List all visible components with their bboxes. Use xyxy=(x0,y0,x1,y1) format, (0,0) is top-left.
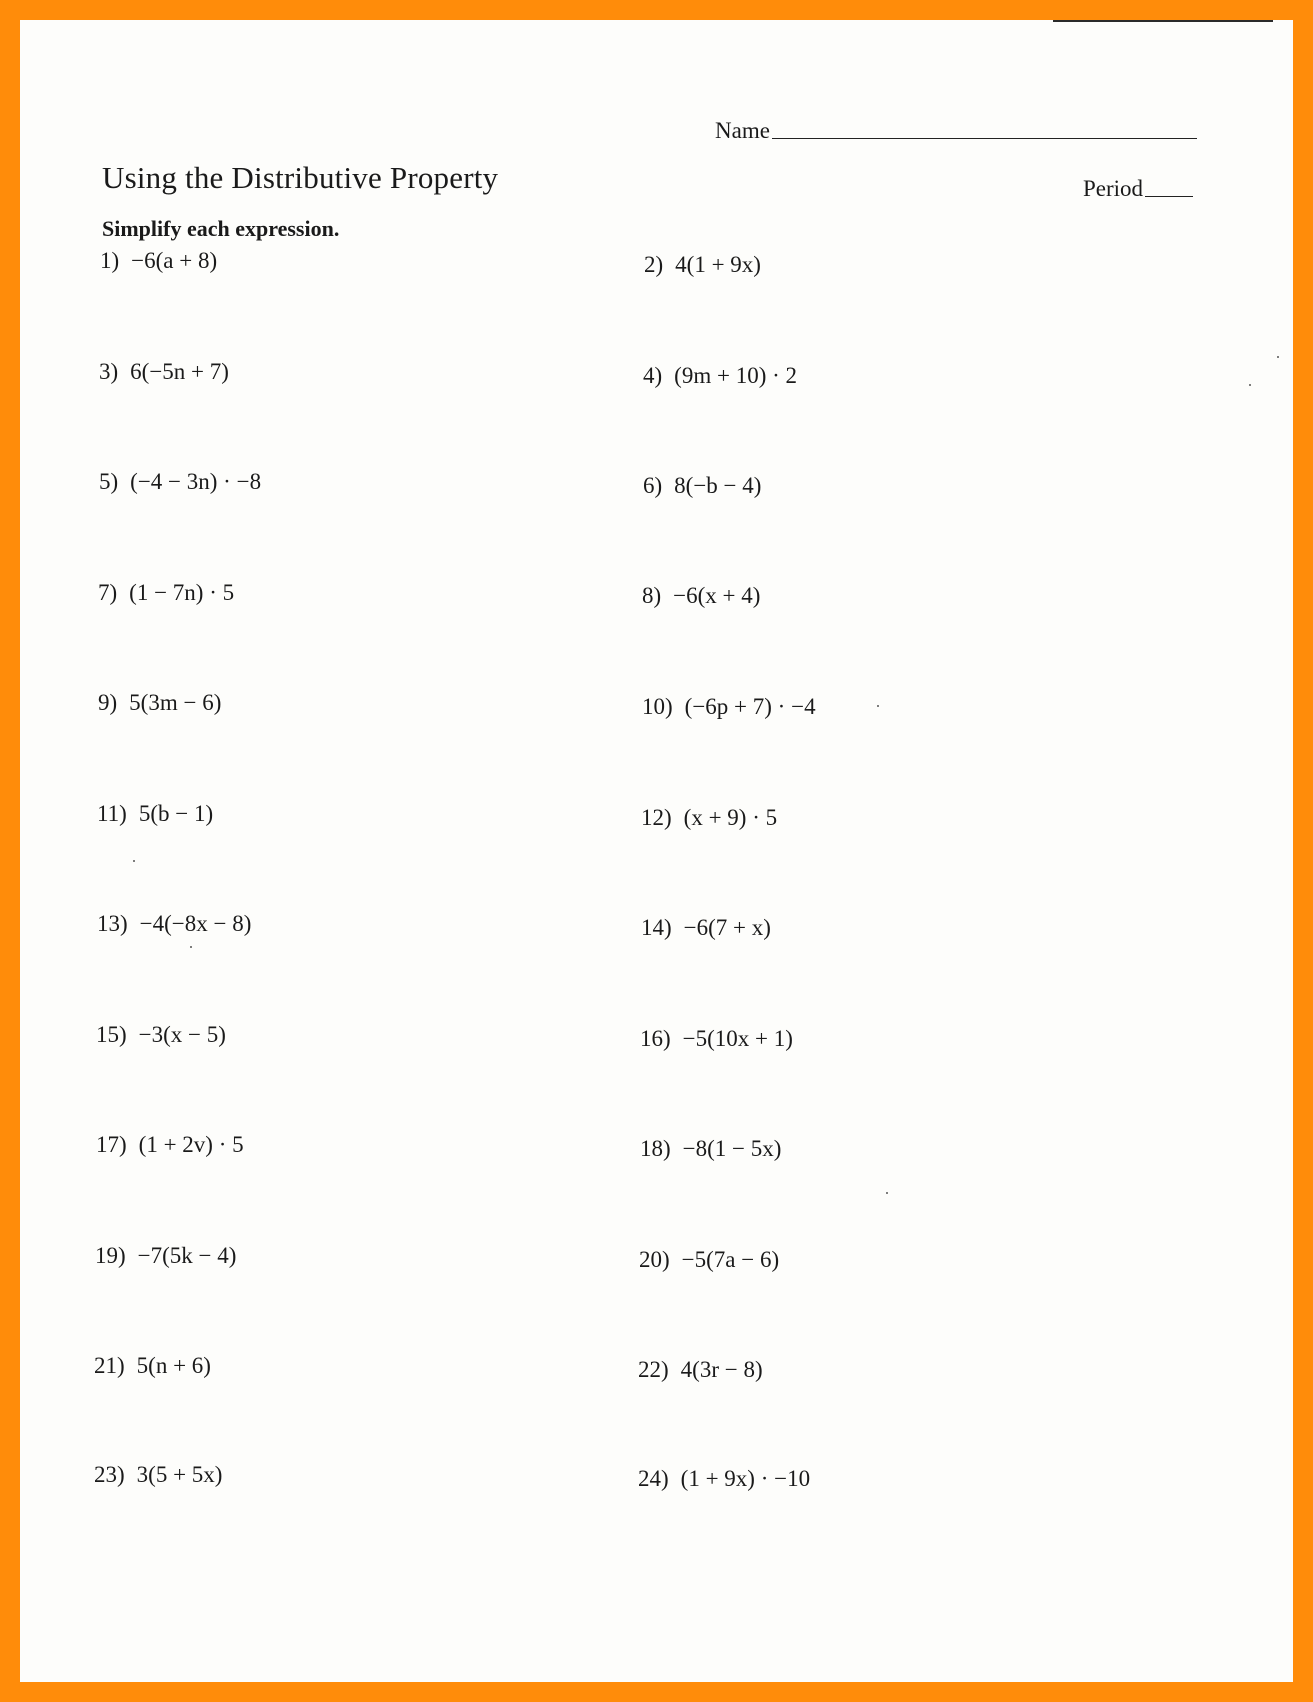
problem-item xyxy=(97,801,213,827)
problem-expression: 4(3r − 8) xyxy=(680,1357,763,1382)
problem-item xyxy=(99,359,229,385)
problem-expression: (1 − 7n) · 5 xyxy=(129,580,235,605)
problem-number: 24) xyxy=(638,1466,669,1491)
problem-item xyxy=(98,690,221,716)
problem-list xyxy=(20,20,1293,1682)
problem-expression: (1 + 2v) · 5 xyxy=(138,1132,244,1157)
problem-expression: −5(10x + 1) xyxy=(682,1026,793,1051)
problem-expression: (1 + 9x) · −10 xyxy=(680,1466,811,1491)
worksheet-page xyxy=(20,20,1293,1682)
problem-number: 17) xyxy=(96,1132,127,1157)
problem-item xyxy=(98,580,234,606)
problem-expression: −8(1 − 5x) xyxy=(682,1136,782,1161)
worksheet-title: Using the Distributive Property xyxy=(102,160,499,195)
problem-item xyxy=(640,1136,781,1162)
scan-speck xyxy=(886,1192,888,1194)
problem-number: 6) xyxy=(643,473,663,498)
problem-item xyxy=(96,1132,244,1158)
problem-expression: (x + 9) · 5 xyxy=(683,805,778,830)
scan-speck xyxy=(1249,384,1251,386)
problem-expression: (9m + 10) · 2 xyxy=(674,363,798,388)
problem-expression: (−4 − 3n) · −8 xyxy=(130,469,262,494)
problem-number: 12) xyxy=(641,805,672,830)
name-label: Name xyxy=(715,118,770,143)
problem-expression: −6(x + 4) xyxy=(673,583,761,608)
problem-expression: −7(5k − 4) xyxy=(137,1243,237,1268)
problem-item xyxy=(97,911,251,937)
problem-expression: 5(n + 6) xyxy=(136,1353,211,1378)
problem-number: 13) xyxy=(97,911,128,936)
problem-expression: −5(7a − 6) xyxy=(681,1247,780,1272)
problem-expression: −6(a + 8) xyxy=(131,248,218,273)
problem-number: 14) xyxy=(641,915,672,940)
problem-item xyxy=(95,1243,236,1269)
problem-number: 1) xyxy=(100,248,120,273)
period-label: Period xyxy=(1083,176,1144,201)
problem-item xyxy=(99,469,261,495)
problem-item xyxy=(644,252,761,278)
problem-number: 15) xyxy=(96,1022,127,1047)
problem-number: 10) xyxy=(642,694,673,719)
scan-speck xyxy=(133,860,135,862)
problem-number: 5) xyxy=(99,469,119,494)
problem-item xyxy=(638,1357,763,1383)
problem-number: 9) xyxy=(98,690,118,715)
problem-expression: 8(−b − 4) xyxy=(674,473,762,498)
problem-expression: 3(5 + 5x) xyxy=(136,1462,223,1487)
problem-number: 7) xyxy=(98,580,118,605)
problem-item xyxy=(100,248,217,274)
problem-expression: −6(7 + x) xyxy=(683,915,771,940)
problem-number: 3) xyxy=(99,359,119,384)
problem-number: 23) xyxy=(94,1462,125,1487)
problem-expression: 6(−5n + 7) xyxy=(130,359,229,384)
problem-item xyxy=(642,694,816,720)
problem-item xyxy=(639,1247,779,1273)
problem-number: 11) xyxy=(97,801,127,826)
problem-expression: 5(b − 1) xyxy=(138,801,214,826)
problem-item xyxy=(96,1022,226,1048)
problem-number: 22) xyxy=(638,1357,669,1382)
problem-item xyxy=(641,915,771,941)
problem-item xyxy=(94,1353,211,1379)
problem-expression: (−6p + 7) · −4 xyxy=(684,694,816,719)
problem-expression: −4(−8x − 8) xyxy=(139,911,252,936)
problem-number: 4) xyxy=(643,363,663,388)
problem-number: 20) xyxy=(639,1247,670,1272)
scan-speck xyxy=(190,946,192,948)
problem-number: 21) xyxy=(94,1353,125,1378)
problem-number: 2) xyxy=(644,252,664,277)
problem-item xyxy=(642,583,760,609)
problem-item xyxy=(94,1462,222,1488)
problem-number: 16) xyxy=(640,1026,671,1051)
problem-expression: 5(3m − 6) xyxy=(129,690,222,715)
problem-expression: 4(1 + 9x) xyxy=(675,252,761,277)
problem-item xyxy=(640,1026,793,1052)
problem-number: 18) xyxy=(640,1136,671,1161)
problem-item xyxy=(638,1466,810,1492)
problem-number: 8) xyxy=(642,583,662,608)
problem-number: 19) xyxy=(95,1243,126,1268)
problem-item xyxy=(643,363,797,389)
instructions: Simplify each expression. xyxy=(102,216,340,241)
scan-speck xyxy=(1277,356,1279,358)
problem-item xyxy=(641,805,777,831)
scan-speck xyxy=(877,705,879,707)
problem-item xyxy=(643,473,761,499)
problem-expression: −3(x − 5) xyxy=(138,1022,226,1047)
